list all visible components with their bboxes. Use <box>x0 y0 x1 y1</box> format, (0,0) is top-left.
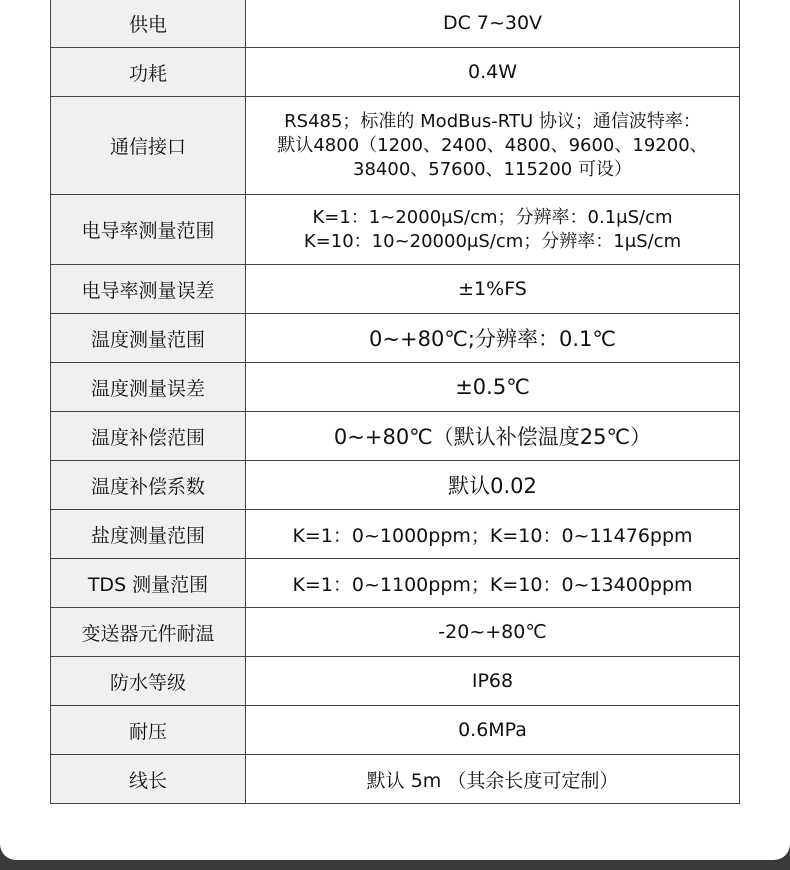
table-row-element-temperature-resistance <box>51 608 740 657</box>
row-value: IP68 <box>246 657 740 706</box>
row-value: 0~+80℃;分辨率：0.1℃ <box>246 314 740 363</box>
row-label: 供电 <box>51 0 246 48</box>
row-value: 0.4W <box>246 48 740 97</box>
table-row-temperature-compensation-coefficient <box>51 461 740 510</box>
table-row-communication-interface <box>51 97 740 195</box>
row-value: K=1：0~1000ppm；K=10：0~11476ppm <box>246 510 740 559</box>
row-value <box>246 97 740 195</box>
table-row-cable-length <box>51 755 740 804</box>
row-label: 温度测量范围 <box>51 314 246 363</box>
spec-table <box>50 0 740 804</box>
table-row-tds-range <box>51 559 740 608</box>
table-row-conductivity-error <box>51 265 740 314</box>
table-row-temperature-compensation-range <box>51 412 740 461</box>
row-label: TDS 测量范围 <box>51 559 246 608</box>
row-value: DC 7~30V <box>246 0 740 48</box>
row-label: 变送器元件耐温 <box>51 608 246 657</box>
row-label: 防水等级 <box>51 657 246 706</box>
table-row-conductivity-range <box>51 195 740 265</box>
value-line: K=10：10~20000μS/cm；分辨率：1μS/cm <box>303 230 682 252</box>
row-value: K=1：0~1100ppm；K=10：0~13400ppm <box>246 559 740 608</box>
row-value: 默认0.02 <box>246 461 740 510</box>
row-value <box>246 195 740 265</box>
row-label: 通信接口 <box>51 97 246 195</box>
row-label: 耐压 <box>51 706 246 755</box>
table-row-salinity-range <box>51 510 740 559</box>
table-row-temperature-range <box>51 314 740 363</box>
row-label: 电导率测量误差 <box>51 265 246 314</box>
row-label: 温度测量误差 <box>51 363 246 412</box>
value-line: 38400、57600、115200 可设） <box>353 158 632 180</box>
value-line: 默认4800（1200、2400、4800、9600、19200、 <box>277 134 708 156</box>
table-row-power-supply <box>51 0 740 48</box>
row-value: ±1%FS <box>246 265 740 314</box>
value-line: K=1：1~2000μS/cm；分辨率：0.1μS/cm <box>312 206 673 228</box>
row-value: 默认 5m （其余长度可定制） <box>246 755 740 804</box>
row-label: 温度补偿范围 <box>51 412 246 461</box>
table-row-pressure-resistance <box>51 706 740 755</box>
table-row-power-consumption <box>51 48 740 97</box>
row-label: 功耗 <box>51 48 246 97</box>
row-label: 电导率测量范围 <box>51 195 246 265</box>
row-value: -20~+80℃ <box>246 608 740 657</box>
table-row-waterproof-rating <box>51 657 740 706</box>
row-value: 0.6MPa <box>246 706 740 755</box>
row-label: 盐度测量范围 <box>51 510 246 559</box>
table-row-temperature-error <box>51 363 740 412</box>
value-line: RS485；标准的 ModBus-RTU 协议；通信波特率： <box>284 110 701 132</box>
row-value: 0~+80℃（默认补偿温度25℃） <box>246 412 740 461</box>
row-value: ±0.5℃ <box>246 363 740 412</box>
row-label: 线长 <box>51 755 246 804</box>
row-label: 温度补偿系数 <box>51 461 246 510</box>
